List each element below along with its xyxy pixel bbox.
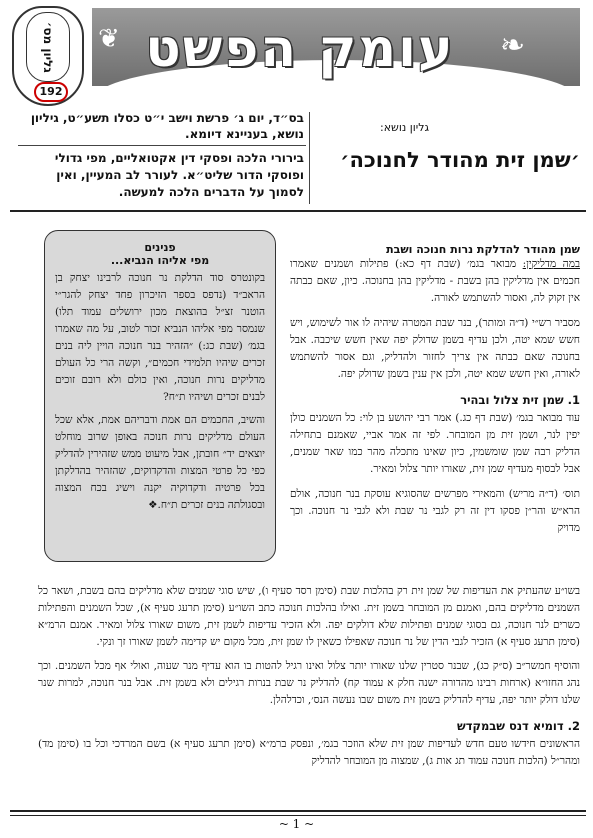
masthead-header — [0, 0, 593, 100]
section-title: 1. שמן זית צלול ובהיר — [460, 393, 580, 407]
sidebar-paragraph: והשיב, החכמים הם אמת ודבריהם אמת, אלא שכל העולם מדליקים נרות חנוכה באופן שרוב מוחלט יוצאים יד״ חובתן, אבל מיעוט ממש שזהירין להדליק כפי כל פרטי המצות והדקדוקים, שהזהיר בהדלקתן בכל פרטיה ודקדוקיה יקנה וישיג בכח המצוה ובסגולתה בנים זכרים ת״ח.❖ — [55, 414, 265, 511]
paragraph: הראשונים חידשו טעם חדש לעדיפות שמן זית שלא הוזכר בגמ׳, ונפסק ברמ״א (סימן תרעג סעיף א) בשם המרדכי וכל בו (סימן מד) ומהר״ל (הלכות חנוכה עמוד תג אות ג), שמצוה מן המובחר להדליק — [38, 738, 580, 767]
footer-rule — [10, 810, 586, 812]
disclaimer: בירורי הלכה ופסקי דין אקטואליים, מפי גדולי ופוסקי הדור שליט״א. לעורר לב המעיין, ואין לסמוך על הדברים הלכה למעשה. — [54, 151, 304, 199]
full-width-text — [38, 583, 580, 770]
topic-label: גליון נושא: — [380, 121, 429, 134]
paragraph: עוד מבואר בגמ׳ (שבת דף כג.) אמר רבי יהושע בן לוי: כל השמנים כולן יפין לנר, ושמן זית מן המובחר. לפי זה אמר אביי, שאמנם בתחילה הדליק רבה שמן שומשמין, כיון שאינו מתכלה מהר כמו שאר שמנים, אבל לבסוף מעדיף שמן זית, שאורו יותר צלול ומאיר. — [290, 412, 580, 475]
subtitle: במה מדליקין: — [522, 258, 580, 270]
date-line: בס״ד, יום ג׳ פרשת וישב י״ט כסלו תשע״ט, גיליון נושא, בעניינא דיומא. — [30, 111, 304, 141]
paragraph: מסביר רש״י (ד״ה ומותר), בנר שבת המטרה שיהיה לו אור לשימוש, ויש חשש שמא יטה, ולכן עדיף בשמן שדולק יפה שאין חשש שיכבה. אבל בחנוכה שאם כבתה אין צריך לחזור ולהדליק, וגם אסור להשתמש לאורה, ואין חשש שמא יטה, ולכן אין ענין בשמן שדולק יפה. — [290, 317, 580, 380]
sidebar-box-pearls — [44, 230, 276, 562]
paragraph-text: מבואר בגמ׳ (שבת דף כא:) פתילות ושמנים שאמרו חכמים אין מדליקין בהן בשבת - מדליקין בהן בחנוכה. כיון, שאם כבתה אין זקוק לה, ואסור להשתמש לאורה. — [290, 258, 580, 304]
section-title: שמן מהודר להדלקת נרות חנוכה ושבת — [386, 243, 580, 256]
footer-rule-thin — [10, 815, 586, 816]
page-title: ׳שמן זית מהודר לחנוכה׳ — [340, 148, 580, 172]
section-title: 2. דומיא דנס שבמקדש — [457, 719, 580, 733]
header-divider — [309, 112, 310, 204]
sidebar-paragraph: בקונטרס סוד הדלקת נר חנוכה לרבינו יצחק בן הראב״ד (נדפס בספר הזיכרון פחד יצחק להגר״י הוטנר זצ״ל בהוצאת מכון ירושלים עמוד תלו) שנמסר מפי אליהו הנביא זכור לטוב, על מה שאמרו בגמ׳ (שבת כג:) ״הזהיר בנר חנוכה הויין ליה בנים זכרים שיהיו תלמידי חכמים״, וקשה הרי כל העולם מדליקים נרות חנוכה, ואין כולם ולא רובם זוכים לבנים זכרים ושיהיו ת״ח? — [55, 272, 265, 403]
flourish-ornament-right: ❧ — [500, 28, 526, 63]
sidebar-heading: פנינים — [144, 241, 176, 254]
sidebar-subheading: מפי אליהו הנביא... — [110, 254, 210, 267]
flourish-ornament-left: ❦ — [98, 24, 120, 54]
header-bottom-rule — [10, 210, 586, 212]
paragraph — [290, 256, 580, 307]
right-column — [290, 243, 580, 537]
issue-label: גליון מס׳ — [26, 12, 70, 82]
paragraph: תוס׳ (ד״ה מריש) והמאירי מפרשים שהסוגיא עוסקת בנר חנוכה, אולם הרא״ש והר״ן פסקו דין זה רק לגבי נר שבת ולא לגבי נר חנוכה. וכך מדויק — [290, 488, 580, 534]
issue-number: 192 — [34, 82, 68, 102]
paragraph: בשו״ע שהעתיק את העדיפות של שמן זית רק בהלכות שבת (סימן רסד סעיף ו), שיש סוגי שמנים שלא מדליקים בהם בשבת, ושאר כל השמנים מדליקים בהם, ואמנם מן המובחר בשמן זית. ואילו בהלכות חנוכה כתב השו״ע (סימן תרעג סעיף א), שכל השמנים והפתילות כשרים לנר חנוכה, גם בסוגי שמנים ופתילות שלא דולקים יפה. ולא הזכיר עדיפות לשמן זית, משום שאורו צלול ומאיר. אמנם הרמ״א (סימן תרעג סעיף א) הזכיר לגבי הדין של נר חנוכה שאפילו כשאין לו שמן זית, מכל מקום יש קדימה לשמן שאורו זך ונקי. — [38, 585, 580, 648]
page-number: ~ 1 ~ — [278, 817, 315, 831]
paragraph: והוסיף חמשר״ב (ס״ק כג), שבנר סטרין שלנו שאורו יותר צלול ואינו רגיל להטות בו הוא עדיף מנר שעוה, ואולי אף מכל השמנים. וכך נהג החזו״א (ארחות רבינו מהדורה ישנה חלק א עמוד קח) להדליק נר שבת בנרות רגילים ולא בשמן זית. אבל בנר חנוכה, למרות שנר שלנו דולק יותר יפה, עדיף להדליק בשמן זית משום שבו נעשה הנס׳, וכדלהלן. — [38, 660, 580, 706]
header-rule — [18, 145, 306, 146]
masthead-title: עומק הפשט — [145, 19, 455, 79]
